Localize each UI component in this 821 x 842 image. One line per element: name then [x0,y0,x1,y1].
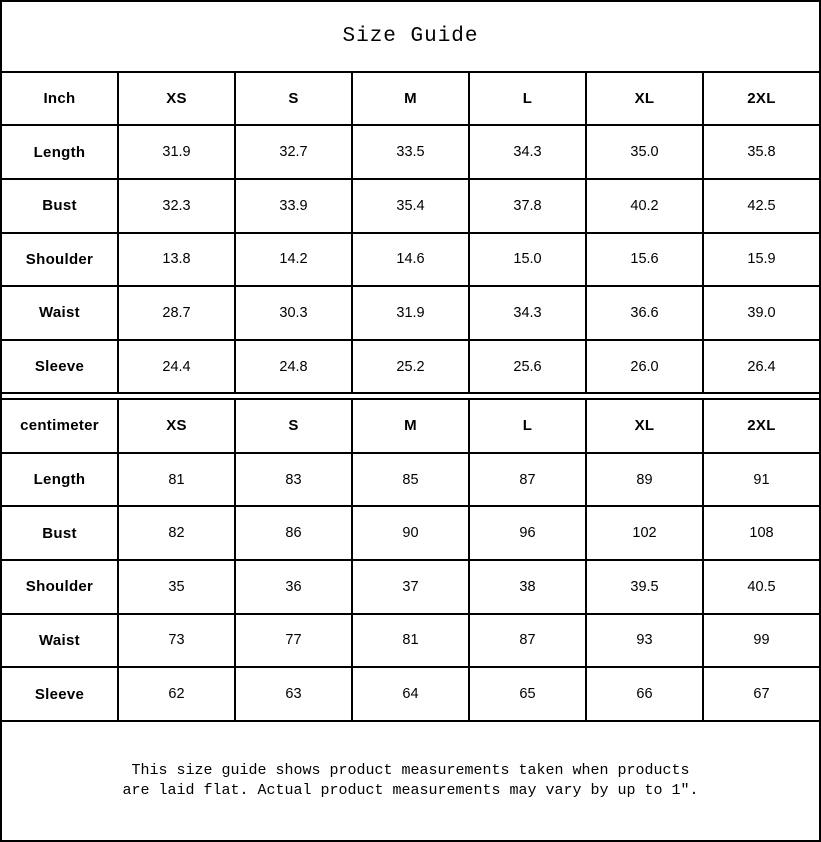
table-row [1,667,820,721]
value-cell: 91 [703,453,820,507]
col-header-m: M [352,399,469,453]
footer-note-line1: This size guide shows product measurements taken when products [131,761,690,779]
col-header-xl: XL [586,72,703,126]
table-row [1,340,820,394]
row-label-shoulder: Shoulder [1,233,118,287]
table-row [1,125,820,179]
value-cell: 102 [586,506,703,560]
value-cell: 77 [235,614,352,668]
value-cell: 37 [352,560,469,614]
value-cell: 30.3 [235,286,352,340]
value-cell: 96 [469,506,586,560]
row-label-length: Length [1,453,118,507]
row-label-bust: Bust [1,179,118,233]
table-row [1,614,820,668]
value-cell: 81 [118,453,235,507]
value-cell: 31.9 [118,125,235,179]
table-row [1,506,820,560]
row-label-bust: Bust [1,506,118,560]
inch-header-row [1,72,820,126]
value-cell: 14.6 [352,233,469,287]
value-cell: 62 [118,667,235,721]
page-title: Size Guide [1,1,820,72]
row-label-sleeve: Sleeve [1,667,118,721]
centimeter-header-row [1,399,820,453]
value-cell: 35.8 [703,125,820,179]
unit-header-centimeter: centimeter [1,399,118,453]
value-cell: 66 [586,667,703,721]
value-cell: 38 [469,560,586,614]
row-label-waist: Waist [1,614,118,668]
col-header-l: L [469,72,586,126]
value-cell: 89 [586,453,703,507]
value-cell: 24.4 [118,340,235,394]
col-header-xs: XS [118,72,235,126]
col-header-s: S [235,72,352,126]
value-cell: 25.2 [352,340,469,394]
value-cell: 35.4 [352,179,469,233]
value-cell: 34.3 [469,125,586,179]
row-label-shoulder: Shoulder [1,560,118,614]
table-row [1,179,820,233]
value-cell: 32.7 [235,125,352,179]
value-cell: 86 [235,506,352,560]
value-cell: 87 [469,453,586,507]
value-cell: 35.0 [586,125,703,179]
row-label-waist: Waist [1,286,118,340]
value-cell: 67 [703,667,820,721]
footer-note [1,721,820,841]
col-header-2xl: 2XL [703,399,820,453]
table-row [1,560,820,614]
footer-row [1,721,820,841]
value-cell: 40.5 [703,560,820,614]
value-cell: 108 [703,506,820,560]
table-row [1,453,820,507]
value-cell: 31.9 [352,286,469,340]
col-header-l: L [469,399,586,453]
value-cell: 26.4 [703,340,820,394]
value-cell: 73 [118,614,235,668]
value-cell: 90 [352,506,469,560]
value-cell: 36 [235,560,352,614]
title-row [1,1,820,72]
value-cell: 35 [118,560,235,614]
value-cell: 93 [586,614,703,668]
col-header-xl: XL [586,399,703,453]
unit-header-inch: Inch [1,72,118,126]
value-cell: 14.2 [235,233,352,287]
value-cell: 33.9 [235,179,352,233]
value-cell: 15.0 [469,233,586,287]
value-cell: 24.8 [235,340,352,394]
col-header-s: S [235,399,352,453]
value-cell: 85 [352,453,469,507]
col-header-2xl: 2XL [703,72,820,126]
value-cell: 99 [703,614,820,668]
col-header-xs: XS [118,399,235,453]
value-cell: 81 [352,614,469,668]
value-cell: 28.7 [118,286,235,340]
value-cell: 39.0 [703,286,820,340]
table-row [1,233,820,287]
value-cell: 33.5 [352,125,469,179]
value-cell: 64 [352,667,469,721]
value-cell: 15.9 [703,233,820,287]
value-cell: 87 [469,614,586,668]
value-cell: 40.2 [586,179,703,233]
value-cell: 15.6 [586,233,703,287]
value-cell: 32.3 [118,179,235,233]
value-cell: 82 [118,506,235,560]
value-cell: 42.5 [703,179,820,233]
value-cell: 26.0 [586,340,703,394]
value-cell: 83 [235,453,352,507]
col-header-m: M [352,72,469,126]
value-cell: 13.8 [118,233,235,287]
row-label-sleeve: Sleeve [1,340,118,394]
value-cell: 63 [235,667,352,721]
value-cell: 39.5 [586,560,703,614]
value-cell: 34.3 [469,286,586,340]
row-label-length: Length [1,125,118,179]
value-cell: 36.6 [586,286,703,340]
table-row [1,286,820,340]
footer-note-line2: are laid flat. Actual product measurements may vary by up to 1″. [122,781,699,799]
value-cell: 25.6 [469,340,586,394]
value-cell: 65 [469,667,586,721]
value-cell: 37.8 [469,179,586,233]
